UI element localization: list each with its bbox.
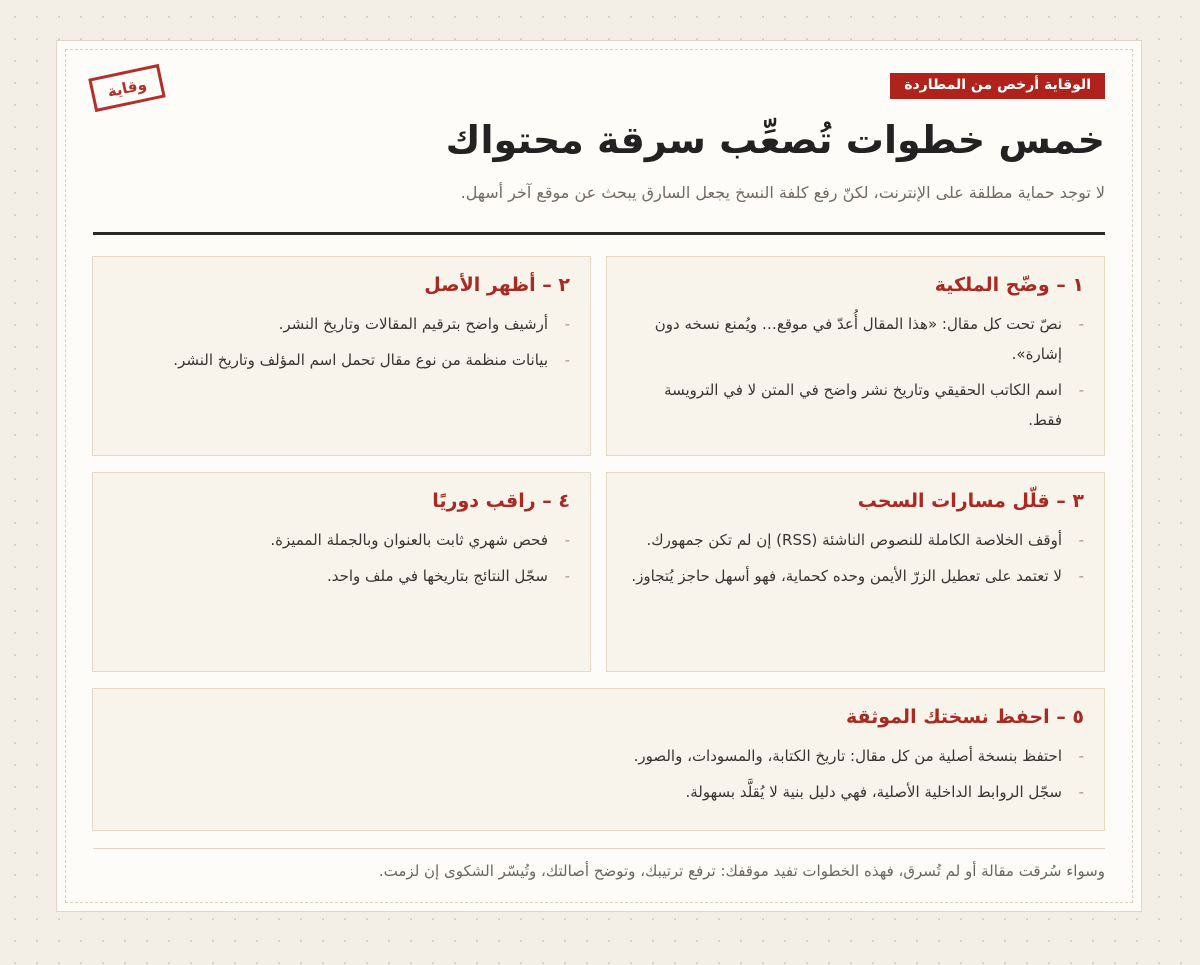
list-item-text: سجّل الروابط الداخلية الأصلية، فهي دليل بنية لا يُقلَّد بسهولة.: [685, 783, 1062, 801]
dash-icon: -: [1078, 567, 1084, 585]
step-list: [627, 525, 1084, 591]
list-item: [627, 309, 1084, 369]
list-item: [113, 345, 570, 375]
list-item-text: فحص شهري ثابت بالعنوان وبالجملة المميزة.: [270, 531, 548, 549]
step-card-1: [606, 256, 1105, 456]
list-item: [627, 525, 1084, 555]
dash-icon: -: [564, 531, 570, 549]
list-item-text: لا تعتمد على تعطيل الزرّ الأيمن وحده كحماية، فهو أسهل حاجز يُتجاوز.: [631, 567, 1062, 585]
step-list: [627, 309, 1084, 435]
dash-icon: -: [1078, 315, 1084, 333]
list-item: [113, 741, 1084, 771]
dash-icon: -: [564, 315, 570, 333]
list-item: [627, 375, 1084, 435]
stamp-badge: وقاية: [88, 64, 165, 112]
dash-icon: -: [1078, 381, 1084, 399]
step-title: ٢ – أظهر الأصل: [424, 274, 570, 296]
list-item: [113, 309, 570, 339]
step-title: ٣ – قلّل مسارات السحب: [857, 490, 1084, 512]
step-title: ١ – وضّح الملكية: [934, 274, 1084, 296]
list-item-text: نصّ تحت كل مقال: «هذا المقال أُعدّ في موقع… ويُمنع نسخه دون إشارة».: [654, 315, 1062, 363]
step-card-3: [606, 472, 1105, 672]
step-card-4: [92, 472, 591, 672]
footer-rule: [93, 848, 1105, 849]
list-item: [113, 561, 570, 591]
list-item-text: بيانات منظمة من نوع مقال تحمل اسم المؤلف وتاريخ النشر.: [173, 351, 548, 369]
step-list: [113, 525, 570, 591]
list-item: [113, 777, 1084, 807]
list-item-text: سجّل النتائج بتاريخها في ملف واحد.: [326, 567, 548, 585]
list-item-text: أوقف الخلاصة الكاملة للنصوص الناشئة (RSS) إن لم تكن جمهورك.: [646, 531, 1062, 549]
step-title: ٥ – احفظ نسختك الموثقة: [845, 706, 1084, 728]
list-item: [627, 561, 1084, 591]
dash-icon: -: [1078, 747, 1084, 765]
dash-icon: -: [1078, 783, 1084, 801]
list-item-text: أرشيف واضح بترقيم المقالات وتاريخ النشر.: [278, 315, 548, 333]
page-subtitle: لا توجد حماية مطلقة على الإنترنت، لكنّ رفع كلفة النسخ يجعل السارق يبحث عن موقع آخر أسهل.: [460, 183, 1105, 202]
dash-icon: -: [1078, 531, 1084, 549]
step-title: ٤ – راقب دوريًا: [432, 490, 570, 512]
step-list: [113, 741, 1084, 807]
header-rule: [93, 232, 1105, 235]
kicker-label: الوقاية أرخص من المطاردة: [890, 73, 1105, 99]
list-item: [113, 525, 570, 555]
list-item-text: احتفظ بنسخة أصلية من كل مقال: تاريخ الكتابة، والمسودات، والصور.: [633, 747, 1062, 765]
step-list: [113, 309, 570, 375]
dash-icon: -: [564, 567, 570, 585]
footer-note: وسواء سُرقت مقالة أو لم تُسرق، فهذه الخطوات تفيد موقفك: ترفع ترتيبك، وتوضح أصالتك، وتُيسّر الشكوى إن لزمت.: [378, 862, 1105, 880]
document-sheet: [56, 40, 1142, 912]
page-title: خمس خطوات تُصعِّب سرقة محتواك: [445, 118, 1105, 162]
step-card-5: [92, 688, 1105, 831]
dash-icon: -: [564, 351, 570, 369]
list-item-text: اسم الكاتب الحقيقي وتاريخ نشر واضح في المتن لا في الترويسة فقط.: [664, 381, 1062, 429]
step-card-2: [92, 256, 591, 456]
